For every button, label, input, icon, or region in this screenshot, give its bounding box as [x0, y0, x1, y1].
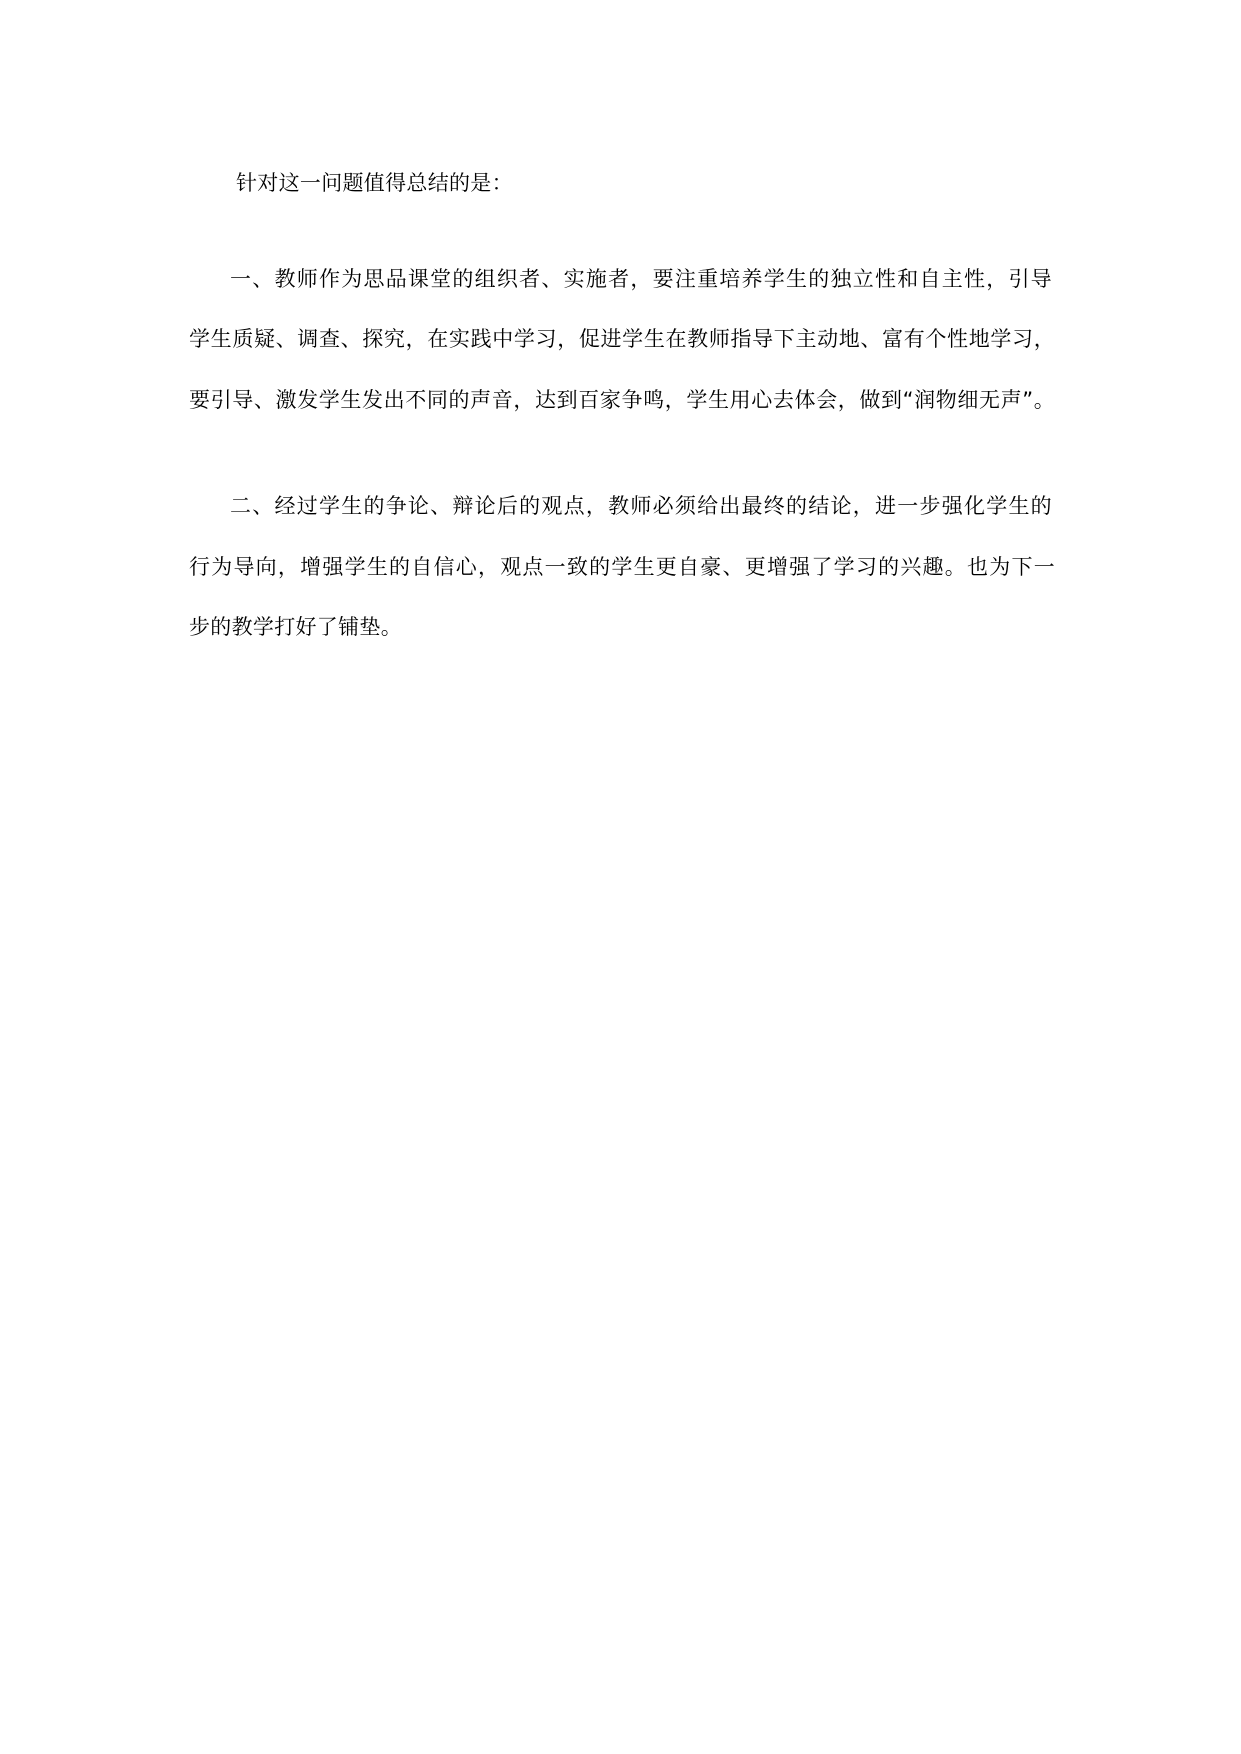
paragraph-1-line-3: 要引导、激发学生发出不同的声音，达到百家争鸣，学生用心去体会，做到“润物细无声”。	[189, 388, 1055, 412]
paragraph-1-line-1: 一、教师作为思品课堂的组织者、实施者，要注重培养学生的独立性和自主性，引导	[230, 267, 1052, 291]
paragraph-1-line-2: 学生质疑、调查、探究，在实践中学习，促进学生在教师指导下主动地、富有个性地学习，	[189, 327, 1055, 351]
paragraph-2-line-1: 二、经过学生的争论、辩论后的观点，教师必须给出最终的结论，进一步强化学生的	[230, 494, 1052, 518]
paragraph-2-line-3: 步的教学打好了铺垫。	[189, 615, 402, 639]
intro-text: 针对这一问题值得总结的是：	[236, 171, 513, 195]
paragraph-2-line-2: 行为导向，增强学生的自信心，观点一致的学生更自豪、更增强了学习的兴趣。也为下一	[189, 555, 1055, 579]
